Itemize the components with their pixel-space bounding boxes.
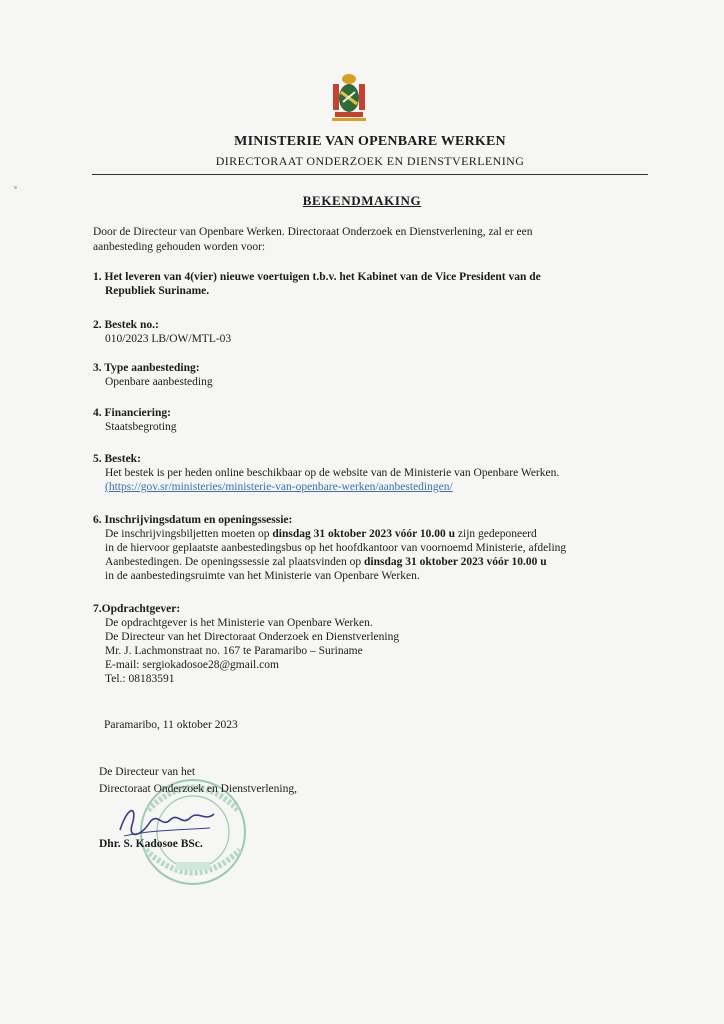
item-6: 6. Inschrijvingsdatum en openingssessie: De inschrijvingsbiljetten moeten op dinsdag 31 oktober 2023 vóór 10.00 u zijn gedeponeerd in de hiervoor geplaatste aanbestedingsbus op het hoofdkantoor van voornoemd Ministerie, afdeling Aanbestedingen. De openingssessie zal plaatsvinden op dinsdag 31 oktober 2023 vóór 10.00 u in de aanbestedingsruimte van het Ministerie van Openbare Werken. xyxy=(93,514,567,582)
signature-line-2: Directoraat Onderzoek en Dienstverlening, xyxy=(99,783,297,795)
coat-of-arms-icon xyxy=(329,72,369,124)
place-and-date: Paramaribo, 11 oktober 2023 xyxy=(104,719,238,731)
document-title: BEKENDMAKING xyxy=(302,193,422,208)
tender-link[interactable]: (https://gov.sr/ministeries/ministerie-van-openbare-werken/aanbestedingen/ xyxy=(105,481,453,493)
item-1: 1. Het leveren van 4(vier) nieuwe voertuigen t.b.v. het Kabinet van de Vice President van de Republiek Suriname. xyxy=(93,271,541,297)
item-5: 5. Bestek: Het bestek is per heden online beschikbaar op de website van de Ministerie van Openbare Werken. (https://gov.sr/ministeries/ministerie-van-openbare-werken/aanbestedingen/ xyxy=(93,453,560,493)
item-3: 3. Type aanbesteding: Openbare aanbesteding xyxy=(93,362,213,388)
signature-line-1: De Directeur van het xyxy=(99,766,196,778)
signatory-name: Dhr. S. Kadosoe BSc. xyxy=(99,838,203,850)
intro-paragraph: Door de Directeur van Openbare Werken. Directoraat Onderzoek en Dienstverlening, zal er een aanbesteding gehouden worden voor: xyxy=(93,226,533,253)
item-4: 4. Financiering: Staatsbegroting xyxy=(93,407,177,433)
item-2: 2. Bestek no.: 010/2023 LB/OW/MTL-03 xyxy=(93,319,232,345)
item-7: 7.Opdrachtgever: De opdrachtgever is het Ministerie van Openbare Werken. De Directeur van het Directoraat Onderzoek en Dienstverlening Mr. J. Lachmonstraat no. 167 te Paramaribo – Suriname E-mail: sergiokadosoe28@gmail.com Tel.: 08183591 xyxy=(93,603,400,685)
scan-speck xyxy=(14,186,17,189)
directorate-title: DIRECTORAAT ONDERZOEK EN DIENSTVERLENING xyxy=(215,154,525,168)
header-divider xyxy=(92,174,648,175)
ministry-title: MINISTERIE VAN OPENBARE WERKEN xyxy=(234,134,506,149)
